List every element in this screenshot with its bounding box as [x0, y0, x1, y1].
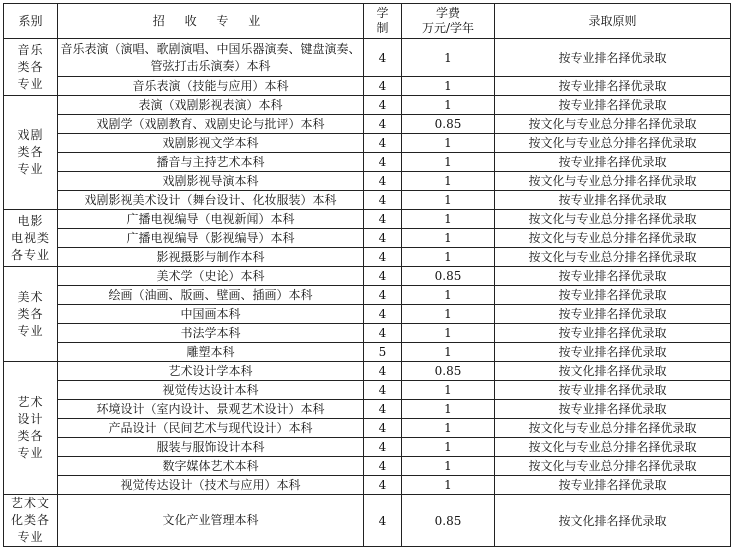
fee-cell: 0.85 — [402, 362, 495, 381]
principle-cell: 按文化与专业总分排名择优录取 — [495, 115, 731, 134]
major-cell: 环境设计（室内设计、景观艺术设计）本科 — [58, 400, 364, 419]
table-row — [4, 476, 731, 495]
table-row — [4, 77, 731, 96]
principle-cell: 按文化与专业总分排名择优录取 — [495, 229, 731, 248]
fee-cell: 1 — [402, 96, 495, 115]
years-cell: 4 — [364, 495, 402, 547]
years-cell: 4 — [364, 115, 402, 134]
admissions-table-wrapper — [3, 3, 731, 547]
years-cell: 4 — [364, 77, 402, 96]
major-cell: 戏剧影视导演本科 — [58, 172, 364, 191]
table-row — [4, 210, 731, 229]
years-cell: 4 — [364, 400, 402, 419]
major-cell: 广播电视编导（影视编导）本科 — [58, 229, 364, 248]
principle-cell: 按专业排名择优录取 — [495, 39, 731, 77]
years-cell: 4 — [364, 362, 402, 381]
dept-cell: 音乐 类各 专业 — [4, 39, 58, 96]
table-row — [4, 343, 731, 362]
fee-cell: 1 — [402, 172, 495, 191]
header-years: 学 制 — [364, 4, 402, 39]
fee-cell: 1 — [402, 305, 495, 324]
principle-cell: 按文化与专业总分排名择优录取 — [495, 248, 731, 267]
fee-cell: 1 — [402, 248, 495, 267]
table-row — [4, 39, 731, 77]
table-row — [4, 115, 731, 134]
major-cell: 数字媒体艺术本科 — [58, 457, 364, 476]
principle-cell: 按文化与专业总分排名择优录取 — [495, 172, 731, 191]
principle-cell: 按专业排名择优录取 — [495, 343, 731, 362]
table-row — [4, 229, 731, 248]
principle-cell: 按专业排名择优录取 — [495, 476, 731, 495]
major-cell: 文化产业管理本科 — [58, 495, 364, 547]
major-cell: 雕塑本科 — [58, 343, 364, 362]
major-cell: 艺术设计学本科 — [58, 362, 364, 381]
principle-cell: 按文化与专业总分排名择优录取 — [495, 419, 731, 438]
dept-cell: 戏剧 类各 专业 — [4, 96, 58, 210]
major-cell: 音乐表演（演唱、歌剧演唱、中国乐器演奏、键盘演奏、管弦打击乐演奏）本科 — [58, 39, 364, 77]
fee-cell: 0.85 — [402, 115, 495, 134]
fee-cell: 0.85 — [402, 495, 495, 547]
major-cell: 中国画本科 — [58, 305, 364, 324]
years-cell: 4 — [364, 39, 402, 77]
years-cell: 4 — [364, 305, 402, 324]
admissions-table — [3, 3, 731, 547]
principle-cell: 按文化与专业总分排名择优录取 — [495, 457, 731, 476]
table-row — [4, 134, 731, 153]
fee-cell: 0.85 — [402, 267, 495, 286]
table-row — [4, 419, 731, 438]
fee-cell: 1 — [402, 343, 495, 362]
table-row — [4, 267, 731, 286]
major-cell: 播音与主持艺术本科 — [58, 153, 364, 172]
principle-cell: 按文化排名择优录取 — [495, 495, 731, 547]
table-row — [4, 495, 731, 547]
header-dept: 系别 — [4, 4, 58, 39]
principle-cell: 按专业排名择优录取 — [495, 191, 731, 210]
major-cell: 戏剧影视美术设计（舞台设计、化妆服装）本科 — [58, 191, 364, 210]
fee-cell: 1 — [402, 381, 495, 400]
major-cell: 戏剧影视文学本科 — [58, 134, 364, 153]
table-body — [4, 39, 731, 547]
header-row — [4, 4, 731, 39]
years-cell: 4 — [364, 381, 402, 400]
principle-cell: 按文化与专业总分排名择优录取 — [495, 210, 731, 229]
fee-cell: 1 — [402, 191, 495, 210]
major-cell: 美术学（史论）本科 — [58, 267, 364, 286]
fee-cell: 1 — [402, 457, 495, 476]
dept-cell: 艺术文 化类各 专业 — [4, 495, 58, 547]
fee-cell: 1 — [402, 210, 495, 229]
years-cell: 4 — [364, 191, 402, 210]
major-cell: 绘画（油画、版画、壁画、插画）本科 — [58, 286, 364, 305]
years-cell: 4 — [364, 134, 402, 153]
years-cell: 4 — [364, 210, 402, 229]
fee-cell: 1 — [402, 286, 495, 305]
years-cell: 4 — [364, 172, 402, 191]
header-principle: 录取原则 — [495, 4, 731, 39]
header-fee: 学费 万元/学年 — [402, 4, 495, 39]
principle-cell: 按专业排名择优录取 — [495, 267, 731, 286]
fee-cell: 1 — [402, 400, 495, 419]
principle-cell: 按专业排名择优录取 — [495, 324, 731, 343]
table-row — [4, 457, 731, 476]
major-cell: 戏剧学（戏剧教育、戏剧史论与批评）本科 — [58, 115, 364, 134]
major-cell: 视觉传达设计（技术与应用）本科 — [58, 476, 364, 495]
principle-cell: 按专业排名择优录取 — [495, 381, 731, 400]
years-cell: 4 — [364, 248, 402, 267]
table-row — [4, 153, 731, 172]
fee-cell: 1 — [402, 476, 495, 495]
years-cell: 5 — [364, 343, 402, 362]
table-row — [4, 362, 731, 381]
table-row — [4, 400, 731, 419]
table-row — [4, 172, 731, 191]
major-cell: 产品设计（民间艺术与现代设计）本科 — [58, 419, 364, 438]
principle-cell: 按文化与专业总分排名择优录取 — [495, 438, 731, 457]
table-row — [4, 438, 731, 457]
table-row — [4, 96, 731, 115]
major-cell: 广播电视编导（电视新闻）本科 — [58, 210, 364, 229]
major-cell: 视觉传达设计本科 — [58, 381, 364, 400]
fee-cell: 1 — [402, 419, 495, 438]
years-cell: 4 — [364, 419, 402, 438]
header-major: 招 收 专 业 — [58, 4, 364, 39]
fee-cell: 1 — [402, 438, 495, 457]
table-row — [4, 286, 731, 305]
dept-cell: 美术 类各 专业 — [4, 267, 58, 362]
years-cell: 4 — [364, 267, 402, 286]
years-cell: 4 — [364, 286, 402, 305]
principle-cell: 按专业排名择优录取 — [495, 400, 731, 419]
years-cell: 4 — [364, 229, 402, 248]
principle-cell: 按专业排名择优录取 — [495, 77, 731, 96]
table-row — [4, 191, 731, 210]
table-row — [4, 248, 731, 267]
principle-cell: 按文化与专业总分排名择优录取 — [495, 134, 731, 153]
years-cell: 4 — [364, 153, 402, 172]
fee-cell: 1 — [402, 324, 495, 343]
principle-cell: 按文化排名择优录取 — [495, 362, 731, 381]
major-cell: 书法学本科 — [58, 324, 364, 343]
table-row — [4, 381, 731, 400]
fee-cell: 1 — [402, 39, 495, 77]
major-cell: 服装与服饰设计本科 — [58, 438, 364, 457]
major-cell: 影视摄影与制作本科 — [58, 248, 364, 267]
fee-cell: 1 — [402, 134, 495, 153]
principle-cell: 按专业排名择优录取 — [495, 286, 731, 305]
table-row — [4, 324, 731, 343]
years-cell: 4 — [364, 457, 402, 476]
years-cell: 4 — [364, 324, 402, 343]
years-cell: 4 — [364, 438, 402, 457]
years-cell: 4 — [364, 476, 402, 495]
fee-cell: 1 — [402, 229, 495, 248]
major-cell: 音乐表演（技能与应用）本科 — [58, 77, 364, 96]
years-cell: 4 — [364, 96, 402, 115]
dept-cell: 电影 电视类 各专业 — [4, 210, 58, 267]
fee-cell: 1 — [402, 153, 495, 172]
fee-cell: 1 — [402, 77, 495, 96]
dept-cell: 艺术 设计 类各 专业 — [4, 362, 58, 495]
table-row — [4, 305, 731, 324]
principle-cell: 按专业排名择优录取 — [495, 96, 731, 115]
principle-cell: 按专业排名择优录取 — [495, 153, 731, 172]
principle-cell: 按专业排名择优录取 — [495, 305, 731, 324]
major-cell: 表演（戏剧影视表演）本科 — [58, 96, 364, 115]
